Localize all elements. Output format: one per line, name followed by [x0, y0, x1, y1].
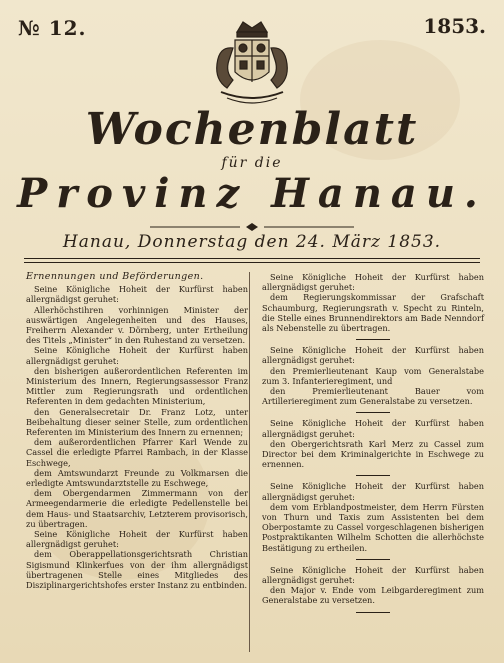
- paragraph: dem außerordentlichen Pfarrer Karl Wende zu Cassel die erledigte Pfarrei Rambach, in der Klasse Eschwege,: [26, 437, 248, 468]
- section-heading: Ernennungen und Beförderungen.: [26, 271, 204, 282]
- paragraph: den Obergerichtsrath Karl Merz zu Cassel zum Director bei dem Kriminalgerichte in Eschwege zu ernennen.: [262, 438, 484, 470]
- left-column: [26, 272, 248, 590]
- separator-rule: [356, 475, 390, 476]
- issue-year: 1853.: [423, 14, 486, 38]
- paragraph: dem Regierungskommissar der Grafschaft Schaumburg, Regierungsrath v. Specht zu Rinteln, die Stelle eines Brunnendirektors am Bade Nenndorf als Nebenstelle zu übertragen.: [262, 292, 484, 334]
- separator-rule: [356, 612, 390, 613]
- paragraph: Seine Königliche Hoheit der Kurfürst haben allergnädigst geruhet:: [262, 418, 484, 439]
- separator-rule: [356, 559, 390, 560]
- paragraph: Seine Königliche Hoheit der Kurfürst haben allergnädigst geruhet:: [26, 529, 248, 550]
- paragraph: Seine Königliche Hoheit der Kurfürst haben allergnädigst geruhet:: [262, 345, 484, 366]
- paragraph: Seine Königliche Hoheit der Kurfürst haben allergnädigst geruhet:: [26, 345, 248, 366]
- paragraph: Seine Königliche Hoheit der Kurfürst haben allergnädigst geruhet:: [262, 564, 484, 586]
- paragraph: dem Oberappellationsgerichtsrath Christian Sigismund Klinkerfues von der ihm allergnädigst übertragenen Stelle eines Mitgliedes des Disziplinargerichtshofes erster Instanz zu entbinden.: [26, 549, 248, 591]
- paragraph: den Premierlieutenant Bauer vom Artillerieregiment zum Generalstabe zu versetzen.: [262, 386, 484, 407]
- newspaper-title: Wochenblatt: [85, 104, 419, 155]
- paragraph: den bisherigen außerordentlichen Referenten im Ministerium des Innern, Regierungsassessor Franz Mittler zum Regierungsrath und ordentlichen Referenten in dem gedachten Ministerium,: [26, 365, 248, 407]
- paragraph: den Generalsecretair Dr. Franz Lotz, unter Beibehaltung dieser seiner Stelle, zum ordentlichen Referenten im Ministerium des Innern zu ernennen;: [26, 406, 248, 438]
- separator-rule: [356, 412, 390, 413]
- paragraph: Allerhöchstihren vorhinnigen Minister der auswärtigen Angelegenheiten und des Hauses, Freiherrn Alexander v. Dörnberg, unter Ertheilung des Titels „Minister“ in den Ruhestand zu versetzen.: [26, 304, 248, 346]
- paragraph: den Premierlieutenant Kaup vom Generalstabe zum 3. Infanterieregiment, und: [262, 365, 484, 386]
- right-column: [262, 272, 484, 618]
- issue-number: № 12.: [18, 16, 87, 40]
- header-rule: [24, 262, 480, 263]
- header-rule: [24, 258, 480, 259]
- newspaper-province: Provinz Hanau.: [17, 170, 487, 217]
- title-connector: für die: [221, 155, 283, 171]
- ornament-divider-icon: [150, 222, 354, 232]
- separator-rule: [356, 339, 390, 340]
- column-divider: [249, 272, 250, 652]
- issue-dateline: Hanau, Donnerstag den 24. März 1853.: [62, 232, 442, 252]
- paragraph: dem Amtswundarzt Freunde zu Volkmarsen die erledigte Amtswundarztstelle zu Eschwege,: [26, 467, 248, 489]
- paragraph: Seine Königliche Hoheit der Kurfürst haben allergnädigst geruhet:: [262, 272, 484, 293]
- paragraph: Seine Königliche Hoheit der Kurfürst haben allergnädigst geruhet:: [26, 284, 248, 305]
- paragraph: Seine Königliche Hoheit der Kurfürst haben allergnädigst geruhet:: [262, 481, 484, 502]
- paragraph: dem vom Erblandpostmeister, dem Herrn Fürsten von Thurn und Taxis zum Assistenten bei dem Oberpostamte zu Cassel vorgeschlagenen bisherigen Postpraktikanten Wilhelm Schotten die allerhöchste Bestätigung zu ertheilen.: [262, 501, 484, 553]
- paragraph: den Major v. Ende vom Leibgarderegiment zum Generalstabe zu versetzen.: [262, 585, 484, 606]
- paragraph: dem Obergendarmen Zimmermann von der Armeegendarmerie die erledigte Pedellenstelle bei dem Haus- und Staatsarchiv, Letzterem provisorisch, zu übertragen.: [26, 488, 248, 529]
- coat-of-arms-icon: [207, 18, 297, 110]
